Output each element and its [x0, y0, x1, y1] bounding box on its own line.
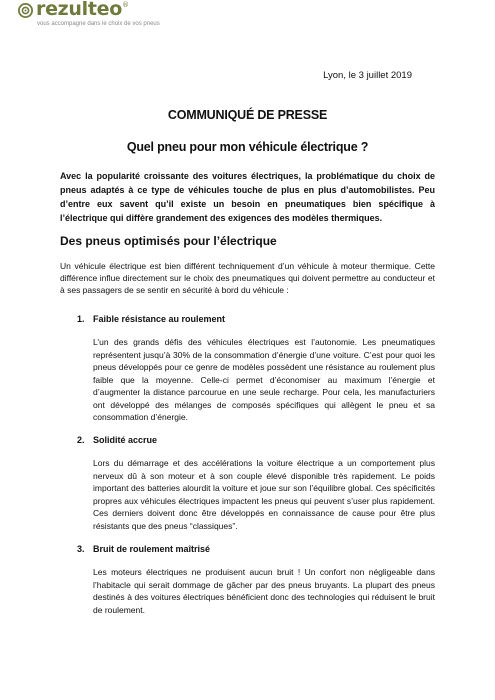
brand-tagline: vous accompagne dans le choix de vos pneus — [37, 21, 160, 27]
list-item-title: 3. Bruit de roulement maîtrisé — [77, 544, 211, 554]
list-item-body: Les moteurs électriques ne produisent aucun bruit ! Un confort non négligeable dans l’habitacle qui serait dommage de gâcher par des pneus bruyants. La plupart des pneus destinés à des voitures électriques bénéficient donc des technologies qui réduisent le bruit de roulement. — [93, 567, 435, 615]
list-item-body: L’un des grands défis des véhicules électriques est l’autonomie. Les pneumatiques représentent jusqu’à 30% de la consommation d’énergie d’une voiture. C’est pour quoi les pneus développés pour ce genre de modèles possèdent une résistance au roulement plus faible que la moyenne. Celle-ci permet d’économiser au maximum l’énergie et d’augmenter la distance parcourue en une seule recharge. Pour cela, les manufacturiers ont développé des mélanges de composés spécifiques qui allègent le pneu et sa consommation d’énergie. — [93, 337, 435, 422]
list-item-number: 3. — [77, 544, 85, 554]
brand-name: rezulteo® — [36, 0, 129, 20]
tire-icon — [18, 3, 33, 18]
document-title: Quel pneu pour mon véhicule électrique ? — [126, 140, 369, 154]
list-item-number: 2. — [77, 435, 85, 445]
list-item-title: 2. Solidité accrue — [77, 435, 158, 445]
trademark-symbol: ® — [121, 1, 129, 9]
document-type: COMMUNIQUÉ DE PRESSE — [167, 108, 328, 122]
intro-paragraph: Avec la popularité croissante des voitures électriques, la problématique du choix de pneus adaptés à ce type de véhicules touche de plus en plus d’automobilistes. Peu d’entre eux savent qu’il existe un besoin en pneumatiques bien spécifique à l’électrique qui diffère grandement des exigences des modèles thermiques. — [60, 171, 435, 223]
place-date: Lyon, le 3 juillet 2019 — [323, 70, 412, 81]
list-item-number: 1. — [77, 314, 85, 324]
brand-logo — [18, 1, 218, 31]
section-heading: Des pneus optimisés pour l’électrique — [60, 234, 277, 248]
list-item-body: Lors du démarrage et des accélérations la voiture électrique a un comportement plus nerveux dû à son moteur et à son couple élevé disponible très rapidement. Le poids important des batteries alourdit la voiture et joue sur son l’équilibre global. Ces spécificités propres aux véhicules électriques impactent les pneus qui peuvent s’user plus rapidement. Ces derniers doivent donc être développés en connaissance de cause pour être plus résistants que des pneus “classiques”. — [93, 458, 435, 531]
lead-paragraph: Un véhicule électrique est bien différent techniquement d’un véhicule à moteur thermique. Cette différence influe directement sur le choix des pneumatiques qui doivent permettre au conducteur et à ses passagers de se sentir en sécurité à bord du véhicule : — [60, 261, 435, 295]
list-item-title: 1. Faible résistance au roulement — [77, 314, 226, 324]
